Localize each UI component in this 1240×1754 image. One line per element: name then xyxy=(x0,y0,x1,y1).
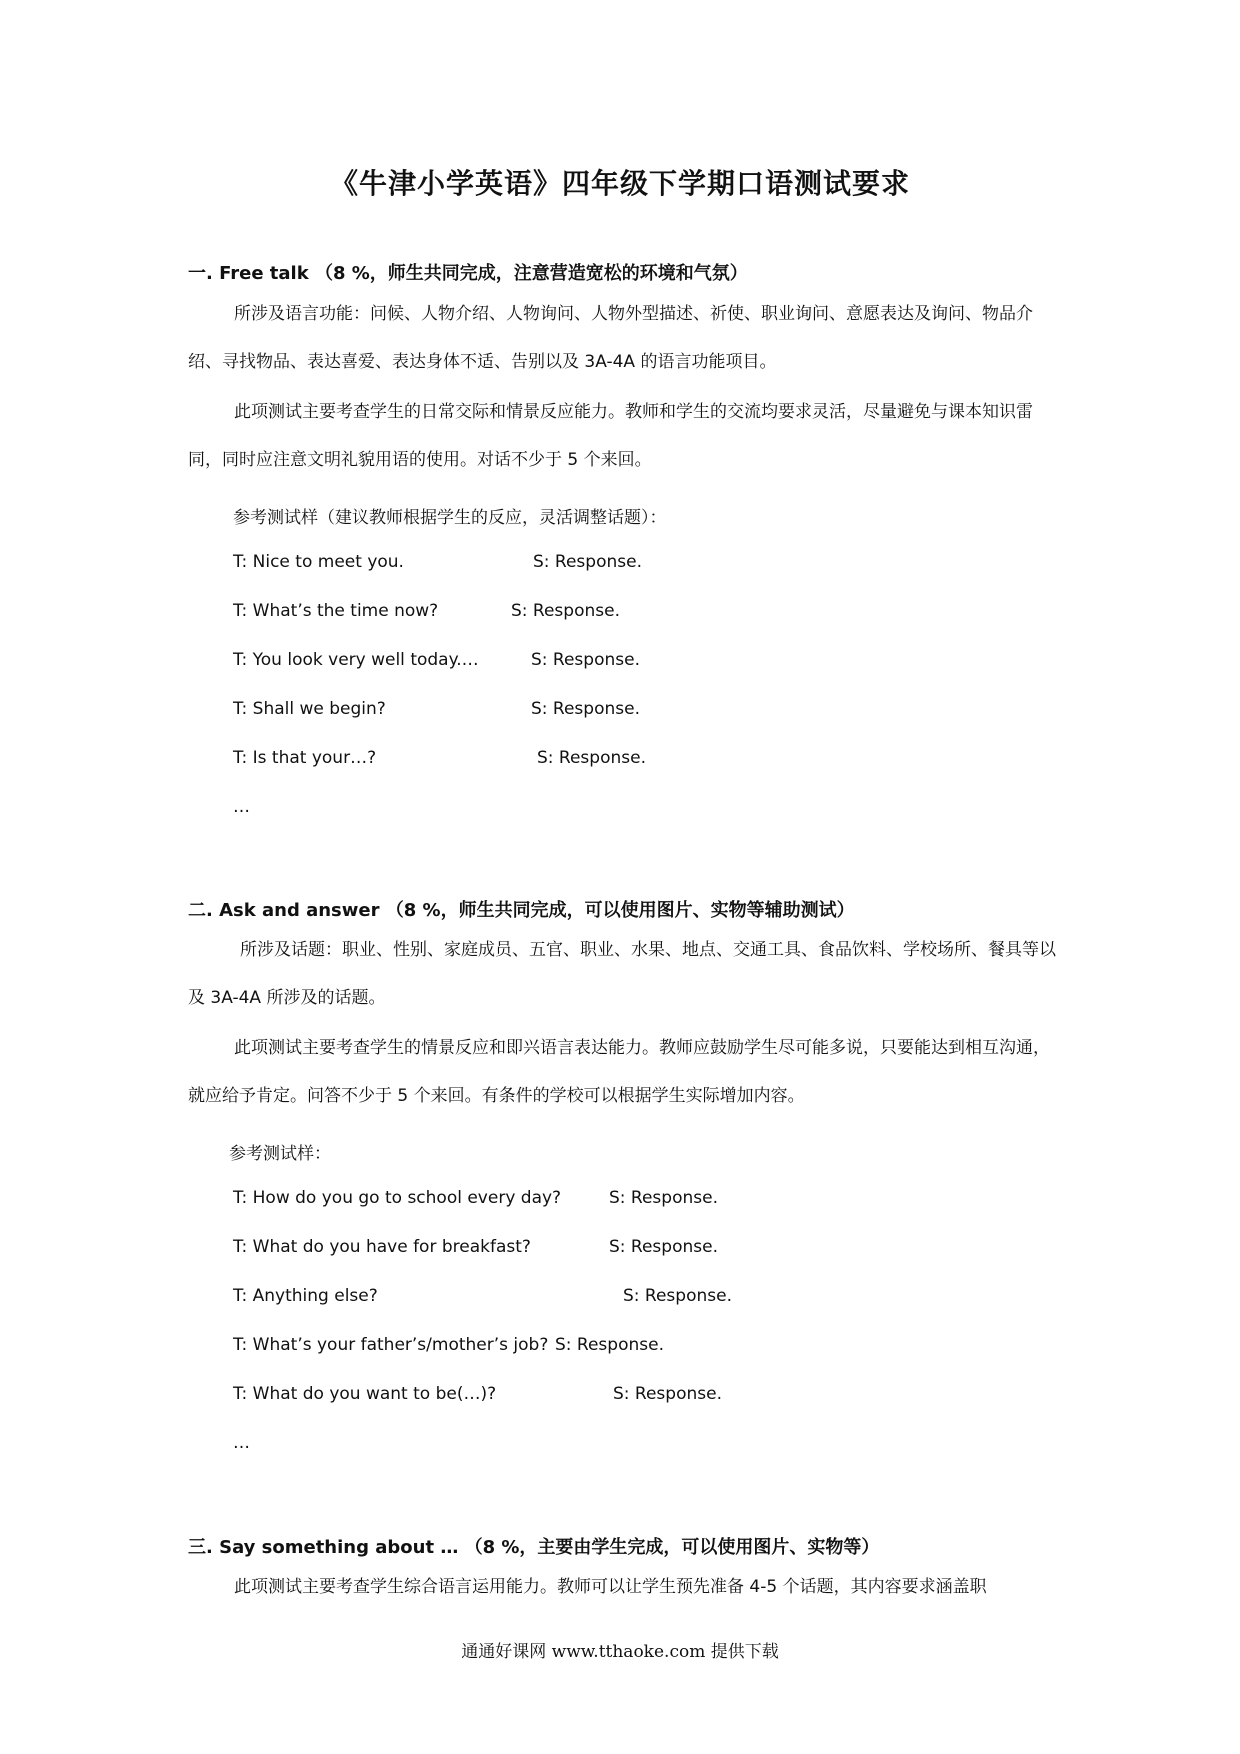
dialog-row xyxy=(233,748,833,772)
dialog-row xyxy=(233,650,833,674)
teacher-line: T: Nice to meet you. xyxy=(233,552,404,572)
section-1-aim-paragraph: 此项测试主要考查学生的日常交际和情景反应能力。教师和学生的交流均要求灵活，尽量避免与课本知识雷同，同时应注意文明礼貌用语的使用。对话不少于 5 个来回。 xyxy=(188,402,1033,470)
dialog-row xyxy=(233,552,833,576)
student-line: S: Response. xyxy=(531,650,640,670)
student-line: S: Response. xyxy=(531,699,640,719)
page-footer: 通通好课网 www.tthaoke.com 提供下载 xyxy=(461,1642,779,1662)
dialog-row xyxy=(233,1286,833,1310)
dialog-row xyxy=(233,699,833,723)
teacher-line: T: What do you want to be(…)? xyxy=(233,1384,497,1404)
dialog-row xyxy=(233,1335,833,1359)
section-2-topics-paragraph: 所涉及话题：职业、性别、家庭成员、五官、职业、水果、地点、交通工具、食品饮料、学校场所、餐具等以及 3A-4A 所涉及的话题。 xyxy=(188,940,1056,1008)
student-line: S: Response. xyxy=(555,1335,664,1355)
dialog-row xyxy=(233,1237,833,1261)
section-1-sample-label: 参考测试样（建议教师根据学生的反应，灵活调整话题）： xyxy=(233,508,667,528)
teacher-line: T: Is that your…? xyxy=(233,748,377,768)
document-title: 《牛津小学英语》四年级下学期口语测试要求 xyxy=(329,167,910,200)
teacher-line: T: What’s the time now? xyxy=(233,601,439,621)
section-heading-say-something: 三. Say something about … （8 %，主要由学生完成，可以使用图片、实物等） xyxy=(188,1537,880,1558)
student-line: S: Response. xyxy=(511,601,620,621)
teacher-line: T: Shall we begin? xyxy=(233,699,386,719)
dialog-row xyxy=(233,1188,833,1212)
dialog-row xyxy=(233,601,833,625)
student-line: S: Response. xyxy=(623,1286,732,1306)
section-2-aim-paragraph: 此项测试主要考查学生的情景反应和即兴语言表达能力。教师应鼓励学生尽可能多说，只要能达到相互沟通，就应给予肯定。问答不少于 5 个来回。有条件的学校可以根据学生实际增加内容。 xyxy=(188,1038,1050,1106)
teacher-line: T: How do you go to school every day? xyxy=(233,1188,562,1208)
section-1-topics-paragraph: 所涉及语言功能：问候、人物介绍、人物询问、人物外型描述、祈使、职业询问、意愿表达及询问、物品介绍、寻找物品、表达喜爱、表达身体不适、告别以及 3A-4A 的语言功能项目。 xyxy=(188,304,1033,372)
dialog-ellipsis: … xyxy=(233,1433,250,1453)
teacher-line: T: You look very well today.… xyxy=(233,650,479,670)
teacher-line: T: Anything else? xyxy=(233,1286,378,1306)
section-2-sample-label: 参考测试样： xyxy=(229,1144,331,1164)
student-line: S: Response. xyxy=(613,1384,722,1404)
section-heading-free-talk: 一. Free talk （8 %，师生共同完成，注意营造宽松的环境和气氛） xyxy=(188,263,748,284)
section-heading-ask-and-answer: 二. Ask and answer （8 %，师生共同完成，可以使用图片、实物等辅助测试） xyxy=(188,900,855,921)
dialog-row xyxy=(233,1384,833,1408)
student-line: S: Response. xyxy=(533,552,642,572)
section-3-aim-paragraph: 此项测试主要考查学生综合语言运用能力。教师可以让学生预先准备 4-5 个话题，其内容要求涵盖职 xyxy=(234,1577,987,1597)
teacher-line: T: What do you have for breakfast? xyxy=(233,1237,531,1257)
student-line: S: Response. xyxy=(537,748,646,768)
dialog-ellipsis: … xyxy=(233,797,250,817)
student-line: S: Response. xyxy=(609,1188,718,1208)
teacher-line: T: What’s your father’s/mother’s job? xyxy=(233,1335,549,1355)
student-line: S: Response. xyxy=(609,1237,718,1257)
